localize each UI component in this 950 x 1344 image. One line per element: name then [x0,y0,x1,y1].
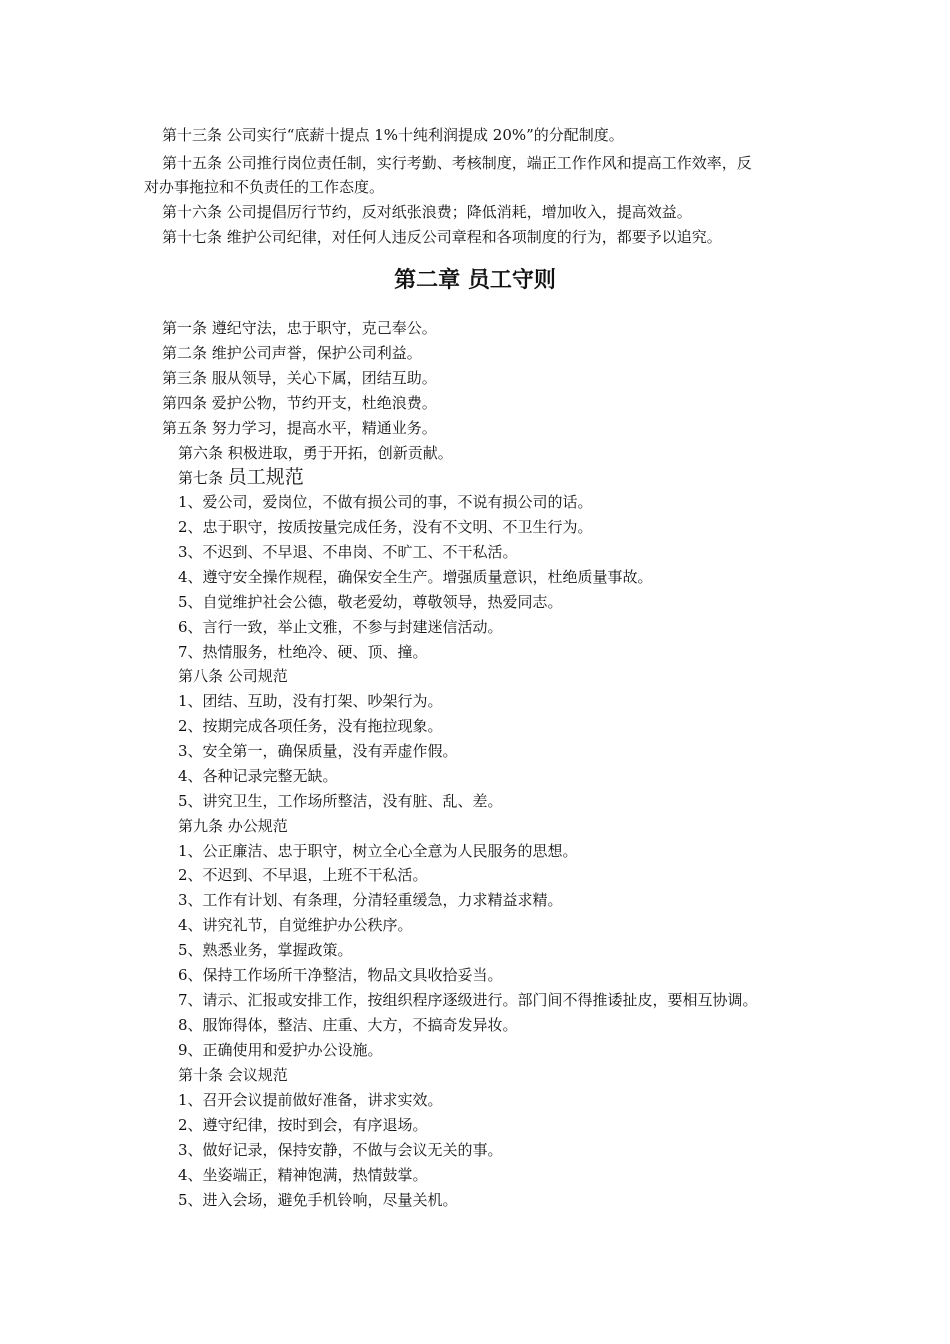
article-7-item: 6、言行一致，举止文雅，不参与封建迷信活动。 [178,618,503,636]
chapter2-article-1: 第一条 遵纪守法，忠于职守，克己奉公。 [162,319,437,337]
article-9-item: 2、不迟到、不早退，上班不干私活。 [178,866,428,884]
article-7-item: 7、热情服务，杜绝冷、硬、顶、撞。 [178,643,428,661]
article-17: 第十七条 维护公司纪律，对任何人违反公司章程和各项制度的行为，都要予以追究。 [162,228,722,246]
article-9-item: 3、工作有计划、有条理，分清轻重缓急，力求精益求精。 [178,891,563,909]
article-9-item: 6、保持工作场所干净整洁，物品文具收拾妥当。 [178,966,503,984]
article-16: 第十六条 公司提倡厉行节约，反对纸张浪费；降低消耗，增加收入，提高效益。 [162,203,692,221]
chapter2-article-5: 第五条 努力学习，提高水平，精通业务。 [162,419,437,437]
article-8-item: 3、安全第一，确保质量，没有弄虚作假。 [178,742,458,760]
article-7-prefix: 第七条 [178,469,228,487]
chapter2-article-8-heading: 第八条 公司规范 [178,667,288,685]
chapter-title: 第二章 员工守则 [394,268,556,293]
chapter2-article-10-heading: 第十条 会议规范 [178,1066,288,1084]
chapter2-article-7-heading [178,467,304,488]
article-13: 第十三条 公司实行“底薪十提点 1%十纯利润提成 20%”的分配制度。 [162,126,624,144]
article-10-item: 1、召开会议提前做好准备，讲求实效。 [178,1091,443,1109]
article-9-item: 8、服饰得体，整洁、庄重、大方，不搞奇发异妆。 [178,1016,518,1034]
article-9-item: 5、熟悉业务，掌握政策。 [178,941,353,959]
article-8-item: 4、各种记录完整无缺。 [178,767,338,785]
chapter2-article-3: 第三条 服从领导，关心下属，团结互助。 [162,369,437,387]
article-7-item: 1、爱公司，爱岗位，不做有损公司的事，不说有损公司的话。 [178,493,593,511]
chapter2-article-2: 第二条 维护公司声誉，保护公司利益。 [162,344,422,362]
article-10-item: 3、做好记录，保持安静，不做与会议无关的事。 [178,1141,503,1159]
article-15-line-1: 第十五条 公司推行岗位责任制，实行考勤、考核制度，端正工作作风和提高工作效率，反 [162,154,752,172]
article-10-item: 5、进入会场，避免手机铃响，尽量关机。 [178,1191,458,1209]
article-15-line-2: 对办事拖拉和不负责任的工作态度。 [144,178,385,196]
article-8-item: 2、按期完成各项任务，没有拖拉现象。 [178,717,443,735]
article-9-item: 1、公正廉洁、忠于职守，树立全心全意为人民服务的思想。 [178,842,578,860]
article-7-item: 4、遵守安全操作规程，确保安全生产。增强质量意识，杜绝质量事故。 [178,568,653,586]
article-7-title: 员工规范 [227,466,304,488]
article-9-item: 7、请示、汇报或安排工作，按组织程序逐级进行。部门间不得推诿扯皮，要相互协调。 [178,991,758,1009]
article-8-item: 1、团结、互助，没有打架、吵架行为。 [178,692,443,710]
article-10-item: 4、坐姿端正，精神饱满，热情鼓掌。 [178,1166,428,1184]
chapter2-article-6: 第六条 积极进取，勇于开拓，创新贡献。 [178,444,453,462]
article-8-item: 5、讲究卫生，工作场所整洁，没有脏、乱、差。 [178,792,503,810]
chapter2-article-4: 第四条 爱护公物，节约开支，杜绝浪费。 [162,394,437,412]
article-9-item: 4、讲究礼节，自觉维护办公秩序。 [178,916,413,934]
article-7-item: 2、忠于职守，按质按量完成任务，没有不文明、不卫生行为。 [178,518,593,536]
article-10-item: 2、遵守纪律，按时到会，有序退场。 [178,1116,428,1134]
article-7-item: 5、自觉维护社会公德，敬老爱幼，尊敬领导，热爱同志。 [178,593,563,611]
article-7-item: 3、不迟到、不早退、不串岗、不旷工、不干私活。 [178,543,518,561]
chapter2-article-9-heading: 第九条 办公规范 [178,817,288,835]
article-9-item: 9、正确使用和爱护办公设施。 [178,1041,383,1059]
